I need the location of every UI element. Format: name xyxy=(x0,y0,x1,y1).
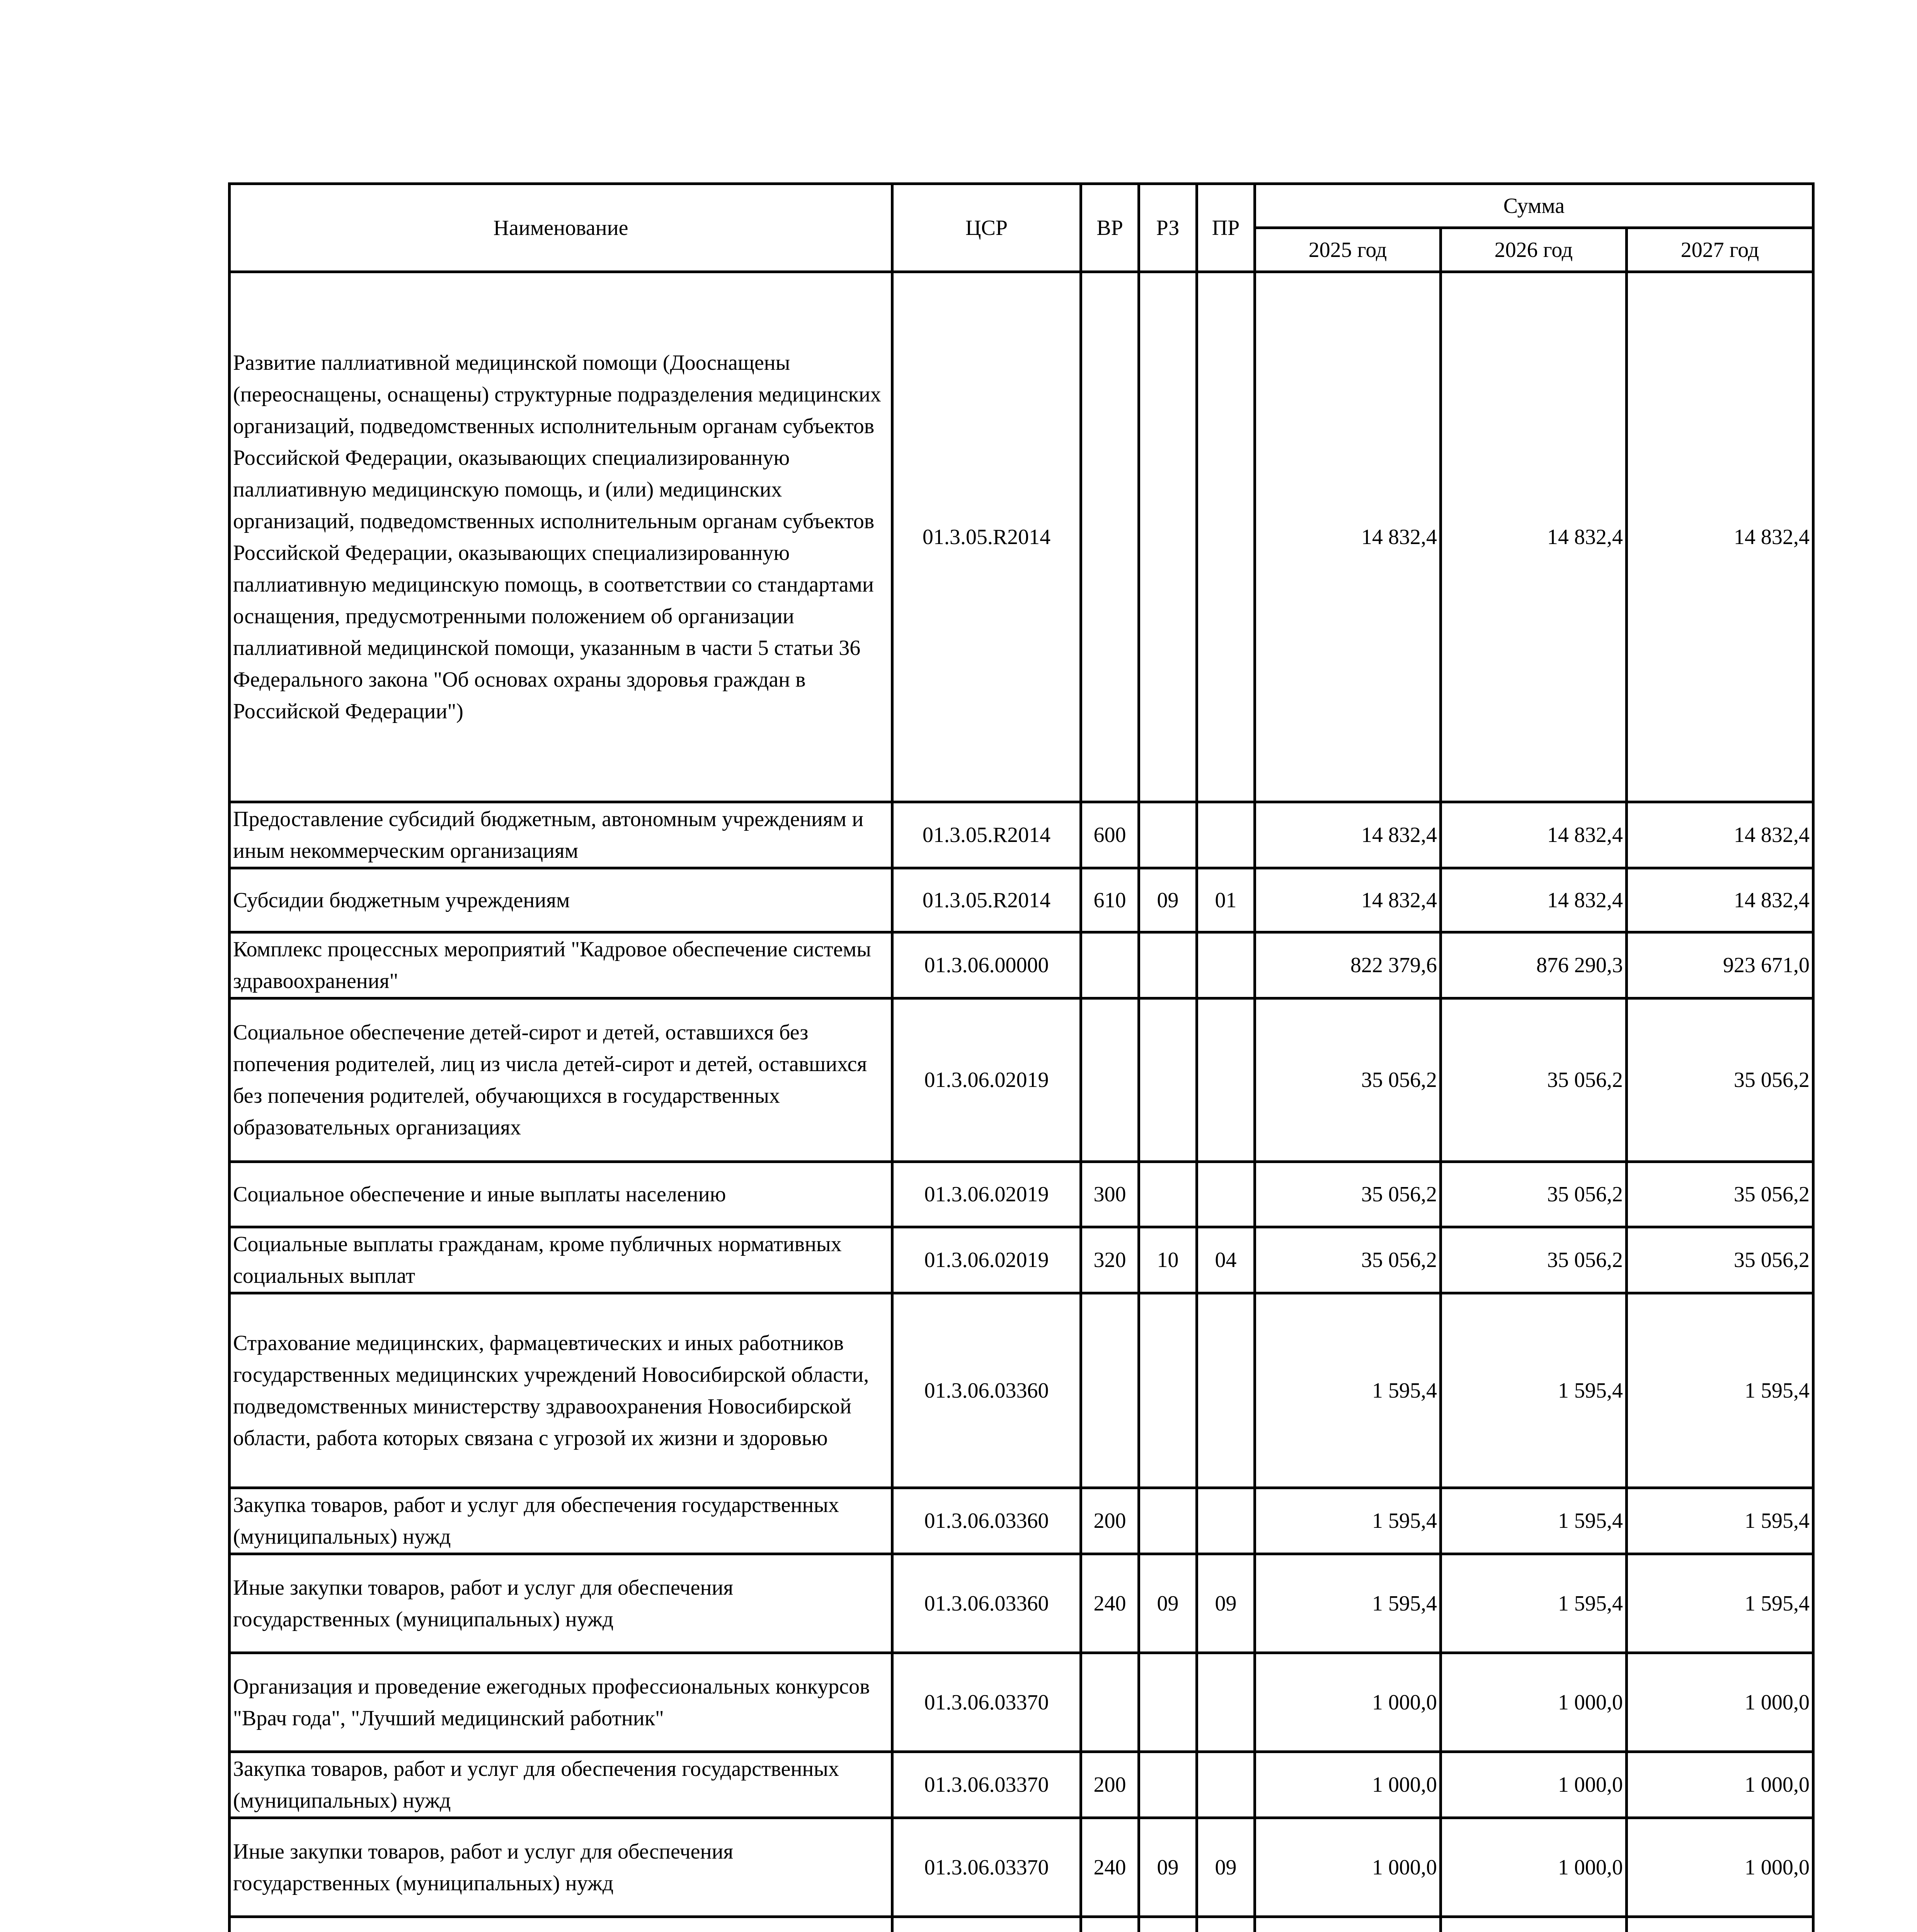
row-sum-2027: 14 832,4 xyxy=(1627,868,1813,932)
row-rz xyxy=(1139,802,1197,868)
table-row xyxy=(230,1162,1813,1227)
row-sum-2026: 876 290,3 xyxy=(1441,932,1627,998)
row-name: Социальное обеспечение и иные выплаты населению xyxy=(230,1162,892,1227)
row-sum-2025: 1 595,4 xyxy=(1255,1488,1441,1554)
row-sum-2027: 35 056,2 xyxy=(1627,1227,1813,1293)
row-sum-2027: 1 000,0 xyxy=(1627,1752,1813,1818)
row-sum-2027: 1 595,4 xyxy=(1627,1293,1813,1488)
row-csr: 01.3.05.R2014 xyxy=(892,868,1081,932)
row-name: Развитие паллиативной медицинской помощи (Дооснащены (переоснащены, оснащены) структурные подразделения медицинских организаций, подведомственных исполнительным органам субъектов Российской Федерации, оказывающих специализированную паллиативную медицинскую помощь, и (или) медицинских организаций, подведомственных исполнительным органам субъектов Российской Федерации, оказывающих специализированную паллиативную медицинскую помощь, в соответствии со стандартами оснащения, предусмотренными положением об организации паллиативной медицинской помощи, указанным в части 5 статьи 36 Федерального закона "Об основах охраны здоровья граждан в Российской Федерации") xyxy=(230,272,892,802)
row-sum-2025: 14 832,4 xyxy=(1255,272,1441,802)
table-row xyxy=(230,1653,1813,1752)
row-vr: 200 xyxy=(1081,1488,1139,1554)
row-name: Закупка товаров, работ и услуг для обеспечения государственных (муниципальных) нужд xyxy=(230,1488,892,1554)
table-row xyxy=(230,868,1813,932)
row-name: Организация и проведение ежегодных профессиональных конкурсов "Врач года", "Лучший медицинский работник" xyxy=(230,1653,892,1752)
row-sum-2025: 1 000,0 xyxy=(1255,1752,1441,1818)
header-name: Наименование xyxy=(230,184,892,272)
row-pr xyxy=(1197,1653,1255,1752)
row-csr: 01.3.06.03370 xyxy=(892,1653,1081,1752)
row-pr xyxy=(1197,802,1255,868)
row-csr: 01.3.06.02019 xyxy=(892,998,1081,1162)
row-name: Закупка товаров, работ и услуг для обеспечения государственных (муниципальных) нужд xyxy=(230,1752,892,1818)
row-sum-2027: 923 671,0 xyxy=(1627,932,1813,998)
row-sum-2025: 1 000,0 xyxy=(1255,1653,1441,1752)
row-vr: 300 xyxy=(1081,1162,1139,1227)
table-row xyxy=(230,932,1813,998)
header-year-2027: 2027 год xyxy=(1627,228,1813,272)
row-vr xyxy=(1081,1653,1139,1752)
row-pr xyxy=(1197,1162,1255,1227)
row-sum-2026: 1 000,0 xyxy=(1441,1752,1627,1818)
table-row xyxy=(230,1488,1813,1554)
row-sum-2026: 1 000,0 xyxy=(1441,1818,1627,1917)
row-rz xyxy=(1139,1162,1197,1227)
header-vr: ВР xyxy=(1081,184,1139,272)
row-vr: 610 xyxy=(1081,868,1139,932)
row-vr: 200 xyxy=(1081,1752,1139,1818)
row-csr xyxy=(892,1917,1081,1932)
row-vr xyxy=(1081,272,1139,802)
row-pr xyxy=(1197,998,1255,1162)
row-sum-2027: 1 595,4 xyxy=(1627,1488,1813,1554)
table-row xyxy=(230,802,1813,868)
row-vr xyxy=(1081,998,1139,1162)
row-name xyxy=(230,1917,892,1932)
row-name: Предоставление субсидий бюджетным, автономным учреждениям и иным некоммерческим организациям xyxy=(230,802,892,868)
row-csr: 01.3.05.R2014 xyxy=(892,802,1081,868)
row-rz xyxy=(1139,1293,1197,1488)
row-csr: 01.3.06.03360 xyxy=(892,1488,1081,1554)
budget-table xyxy=(228,182,1815,1932)
row-vr xyxy=(1081,1917,1139,1932)
row-name: Комплекс процессных мероприятий "Кадровое обеспечение системы здравоохранения" xyxy=(230,932,892,998)
header-year-2026: 2026 год xyxy=(1441,228,1627,272)
row-sum-2026: 35 056,2 xyxy=(1441,998,1627,1162)
row-pr xyxy=(1197,1293,1255,1488)
row-sum-2025: 14 832,4 xyxy=(1255,802,1441,868)
row-sum-2027: 14 832,4 xyxy=(1627,272,1813,802)
row-sum-2027: 35 056,2 xyxy=(1627,998,1813,1162)
table-row xyxy=(230,1752,1813,1818)
row-csr: 01.3.06.03370 xyxy=(892,1818,1081,1917)
row-rz xyxy=(1139,998,1197,1162)
table-row xyxy=(230,1554,1813,1653)
row-csr: 01.3.05.R2014 xyxy=(892,272,1081,802)
row-rz: 09 xyxy=(1139,1818,1197,1917)
row-sum-2025: 35 056,2 xyxy=(1255,1162,1441,1227)
row-sum-2027: 1 595,4 xyxy=(1627,1554,1813,1653)
row-name: Социальное обеспечение детей-сирот и детей, оставшихся без попечения родителей, лиц из числа детей-сирот и детей, оставшихся без попечения родителей, обучающихся в государственных образовательных организациях xyxy=(230,998,892,1162)
row-pr: 09 xyxy=(1197,1554,1255,1653)
table-row xyxy=(230,1917,1813,1932)
row-pr xyxy=(1197,932,1255,998)
header-pr: ПР xyxy=(1197,184,1255,272)
row-vr: 320 xyxy=(1081,1227,1139,1293)
row-rz: 09 xyxy=(1139,1554,1197,1653)
row-rz xyxy=(1139,932,1197,998)
row-rz xyxy=(1139,1752,1197,1818)
row-name: Субсидии бюджетным учреждениям xyxy=(230,868,892,932)
row-sum-2025: 1 595,4 xyxy=(1255,1293,1441,1488)
row-sum-2026: 14 832,4 xyxy=(1441,802,1627,868)
header-sum: Сумма xyxy=(1255,184,1813,228)
row-pr xyxy=(1197,272,1255,802)
header-rz: РЗ xyxy=(1139,184,1197,272)
row-sum-2025: 14 832,4 xyxy=(1255,868,1441,932)
row-csr: 01.3.06.03360 xyxy=(892,1554,1081,1653)
row-pr: 04 xyxy=(1197,1227,1255,1293)
row-sum-2027: 1 000,0 xyxy=(1627,1818,1813,1917)
row-csr: 01.3.06.02019 xyxy=(892,1162,1081,1227)
row-name: Социальные выплаты гражданам, кроме публичных нормативных социальных выплат xyxy=(230,1227,892,1293)
row-csr: 01.3.06.03360 xyxy=(892,1293,1081,1488)
table-row xyxy=(230,998,1813,1162)
row-pr xyxy=(1197,1917,1255,1932)
row-sum-2025: 1 595,4 xyxy=(1255,1554,1441,1653)
table-row xyxy=(230,1293,1813,1488)
header-csr: ЦСР xyxy=(892,184,1081,272)
row-sum-2026: 35 056,2 xyxy=(1441,1162,1627,1227)
row-pr: 01 xyxy=(1197,868,1255,932)
row-sum-2027: 14 832,4 xyxy=(1627,802,1813,868)
row-name: Иные закупки товаров, работ и услуг для обеспечения государственных (муниципальных) нужд xyxy=(230,1818,892,1917)
row-sum-2025: 35 056,2 xyxy=(1255,1227,1441,1293)
row-sum-2027: 35 056,2 xyxy=(1627,1162,1813,1227)
row-sum-2026: 35 056,2 xyxy=(1441,1227,1627,1293)
row-sum-2027 xyxy=(1627,1917,1813,1932)
row-sum-2026: 1 000,0 xyxy=(1441,1653,1627,1752)
header-year-2025: 2025 год xyxy=(1255,228,1441,272)
row-vr: 240 xyxy=(1081,1554,1139,1653)
row-vr: 600 xyxy=(1081,802,1139,868)
row-sum-2025: 35 056,2 xyxy=(1255,998,1441,1162)
row-sum-2026: 1 595,4 xyxy=(1441,1293,1627,1488)
row-rz xyxy=(1139,272,1197,802)
row-sum-2026 xyxy=(1441,1917,1627,1932)
row-csr: 01.3.06.00000 xyxy=(892,932,1081,998)
row-sum-2025 xyxy=(1255,1917,1441,1932)
row-rz: 09 xyxy=(1139,868,1197,932)
row-rz xyxy=(1139,1653,1197,1752)
row-sum-2026: 1 595,4 xyxy=(1441,1488,1627,1554)
row-vr: 240 xyxy=(1081,1818,1139,1917)
row-sum-2025: 822 379,6 xyxy=(1255,932,1441,998)
row-sum-2026: 14 832,4 xyxy=(1441,868,1627,932)
table-row xyxy=(230,272,1813,802)
row-name: Страхование медицинских, фармацевтических и иных работников государственных медицинских учреждений Новосибирской области, подведомственных министерству здравоохранения Новосибирской области, работа которых связана с угрозой их жизни и здоровью xyxy=(230,1293,892,1488)
row-vr xyxy=(1081,932,1139,998)
row-pr xyxy=(1197,1488,1255,1554)
row-csr: 01.3.06.02019 xyxy=(892,1227,1081,1293)
row-pr xyxy=(1197,1752,1255,1818)
row-csr: 01.3.06.03370 xyxy=(892,1752,1081,1818)
row-name: Иные закупки товаров, работ и услуг для обеспечения государственных (муниципальных) нужд xyxy=(230,1554,892,1653)
row-pr: 09 xyxy=(1197,1818,1255,1917)
row-sum-2025: 1 000,0 xyxy=(1255,1818,1441,1917)
row-vr xyxy=(1081,1293,1139,1488)
row-sum-2026: 1 595,4 xyxy=(1441,1554,1627,1653)
row-rz xyxy=(1139,1917,1197,1932)
row-sum-2027: 1 000,0 xyxy=(1627,1653,1813,1752)
table-row xyxy=(230,1818,1813,1917)
row-rz: 10 xyxy=(1139,1227,1197,1293)
row-sum-2026: 14 832,4 xyxy=(1441,272,1627,802)
table-row xyxy=(230,1227,1813,1293)
row-rz xyxy=(1139,1488,1197,1554)
